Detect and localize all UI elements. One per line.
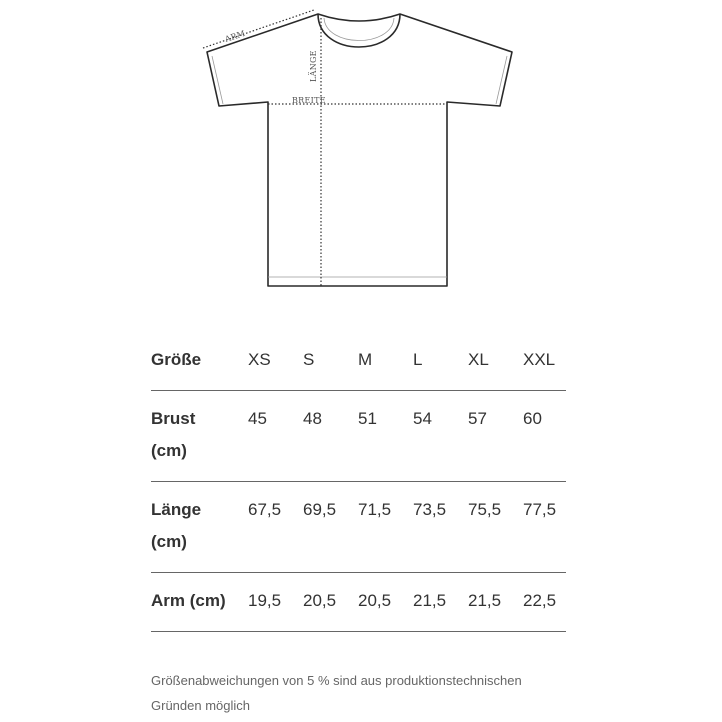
header-size: Größe	[151, 338, 248, 390]
size-table	[151, 338, 566, 632]
row-label-line1: Arm (cm)	[151, 590, 226, 610]
tshirt-diagram	[0, 0, 722, 300]
row-label-line2: (cm)	[151, 440, 187, 460]
table-cell: 21,5	[413, 572, 468, 631]
table-cell: 67,5	[248, 481, 303, 572]
tshirt-outline-svg	[0, 0, 722, 300]
note-line-2: Gründen möglich	[151, 698, 250, 713]
row-label-laenge	[151, 481, 248, 572]
header-xs: XS	[248, 338, 303, 390]
table-cell: 73,5	[413, 481, 468, 572]
header-m: M	[358, 338, 413, 390]
row-label-line2: (cm)	[151, 531, 187, 551]
row-label-line1: Länge	[151, 499, 202, 519]
table-cell: 22,5	[523, 572, 566, 631]
header-s: S	[303, 338, 358, 390]
tshirt-body-outline	[207, 14, 512, 286]
table-header-row	[151, 338, 566, 390]
table-cell: 69,5	[303, 481, 358, 572]
table-cell: 60	[523, 390, 566, 481]
table-cell: 21,5	[468, 572, 523, 631]
table-cell: 75,5	[468, 481, 523, 572]
size-deviation-note	[151, 668, 571, 718]
row-label-line1: Brust	[151, 408, 196, 428]
table-cell: 71,5	[358, 481, 413, 572]
table-cell: 51	[358, 390, 413, 481]
table-row-brust	[151, 390, 566, 481]
table-cell: 19,5	[248, 572, 303, 631]
arm-measure-label: ARM	[223, 28, 247, 44]
table-cell: 48	[303, 390, 358, 481]
table-row-arm	[151, 572, 566, 631]
row-label-arm	[151, 572, 248, 631]
table-cell: 45	[248, 390, 303, 481]
table-row-laenge	[151, 481, 566, 572]
arm-measure-line	[203, 10, 314, 48]
table-cell: 20,5	[303, 572, 358, 631]
table-cell: 77,5	[523, 481, 566, 572]
table-cell: 54	[413, 390, 468, 481]
tshirt-collar-outer	[318, 14, 400, 47]
note-line-1: Größenabweichungen von 5 % sind aus produktionstechnischen	[151, 673, 522, 688]
table-cell: 20,5	[358, 572, 413, 631]
table-cell: 57	[468, 390, 523, 481]
header-xl: XL	[468, 338, 523, 390]
header-l: L	[413, 338, 468, 390]
width-measure-label: BREITE	[292, 96, 326, 105]
row-label-brust	[151, 390, 248, 481]
length-measure-label: LÄNGE	[309, 50, 318, 82]
header-xxl: XXL	[523, 338, 566, 390]
